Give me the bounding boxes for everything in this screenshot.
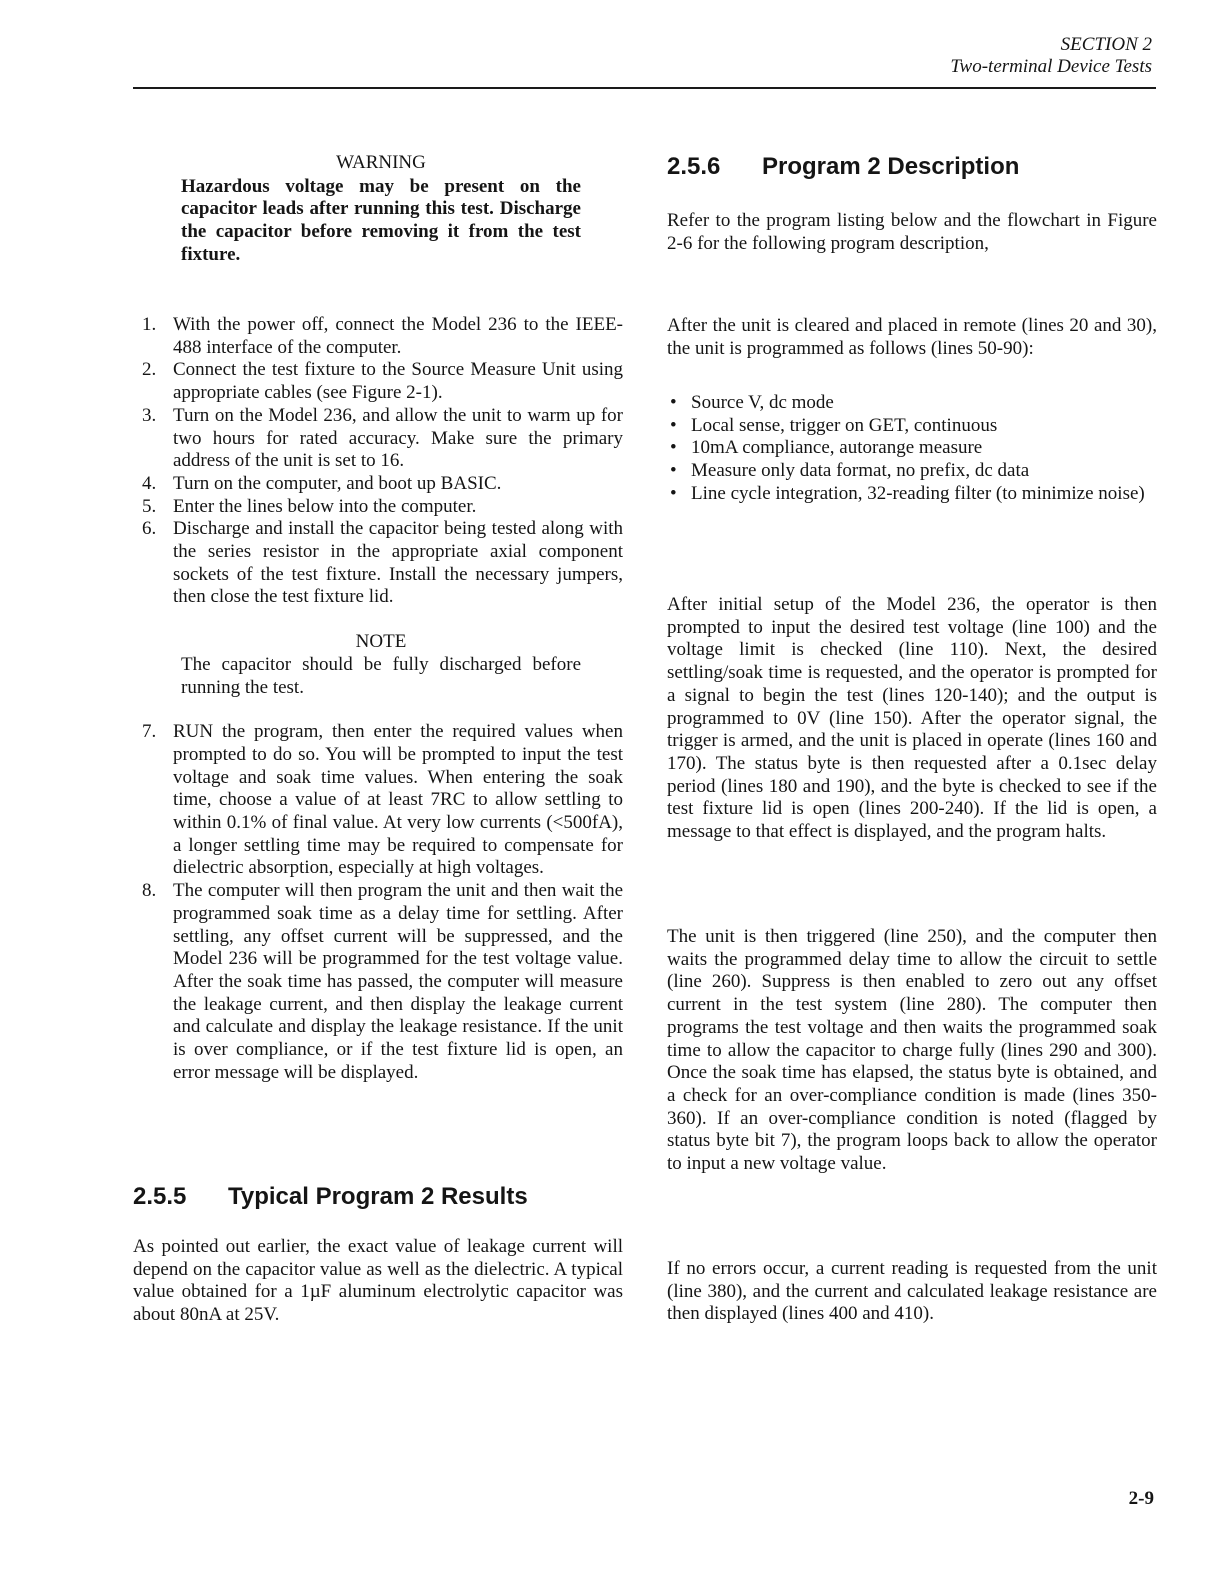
setup-bullets [667, 392, 1157, 506]
results-paragraph: As pointed out earlier, the exact value of leakage current will depend on the capacitor value as well as the dielectric. A typical value obtained for a 1µF aluminum electrolytic capacitor was about 80nA at 25V. [133, 1236, 623, 1326]
header-rule [133, 87, 1156, 89]
steps-list-b [133, 721, 623, 1084]
list-item: 7. RUN the program, then enter the required values when prompted to do so. You will be prompted to input the test voltage and soak time values. When entering the soak time, choose a value of at least 7RC to allow settling to within 0.1% of final value. At very low currents (<500fA), a longer settling time may be required to compensate for dielectric absorption, especially at high voltages. [142, 721, 623, 879]
list-item: 8. The computer will then program the unit and then wait the programmed soak time as a delay time for settling. After settling, any offset current will be suppressed, and the Model 236 will be programmed for the test voltage value. After the soak time has passed, the computer will measure the leakage current, and then display the leakage current and calculate and display the leakage resistance. If the unit is over compliance, or if the test fixture lid is open, an error message will be displayed. [142, 880, 623, 1083]
section-subtitle: Two-terminal Device Tests [950, 56, 1152, 77]
heading-2-5-5: 2.5.5 Typical Program 2 Results [133, 1183, 528, 1210]
warning-title: WARNING [336, 152, 426, 173]
list-item: 3. Turn on the Model 236, and allow the unit to warm up for two hours for rated accuracy. Make sure the primary address of the unit is set to 16. [142, 404, 623, 472]
list-item: • Local sense, trigger on GET, continuous [667, 415, 1157, 438]
note-text: The capacitor should be fully discharged before running the test. [181, 653, 581, 698]
list-item: 2. Connect the test fixture to the Source Measure Unit using appropriate cables (see Figure 2-1). [142, 359, 623, 404]
list-item: 5. Enter the lines below into the computer. [142, 495, 477, 517]
warning-box [181, 152, 581, 267]
note-title: NOTE [355, 631, 407, 653]
list-item: 6. Discharge and install the capacitor being tested along with the series resistor in the appropriate axial component sockets of the test fixture. Install the necessary jumpers, then close the test fixture lid. [142, 518, 623, 608]
section-label: SECTION 2 [1060, 34, 1152, 55]
list-item: • 10mA compliance, autorange measure [667, 437, 1157, 460]
description-para-4: If no errors occur, a current reading is requested from the unit (line 380), and the current and calculated leakage resistance are then displayed (lines 400 and 410). [667, 1258, 1157, 1325]
warning-text: Hazardous voltage may be present on the capacitor leads after running this test. Discharge the capacitor before removing it from the test fixture. [181, 175, 581, 265]
heading-2-5-6: 2.5.6 Program 2 Description [667, 153, 1020, 180]
page-number: 2-9 [1128, 1488, 1154, 1509]
note-box [181, 631, 581, 699]
description-intro: Refer to the program listing below and the flowchart in Figure 2-6 for the following program description, [667, 210, 1157, 254]
list-item: 1. With the power off, connect the Model 236 to the IEEE-488 interface of the computer. [142, 314, 623, 358]
list-item: 4. Turn on the computer, and boot up BASIC. [142, 472, 502, 494]
running-header [950, 34, 1152, 78]
description-para-3: The unit is then triggered (line 250), and the computer then waits the programmed delay time to allow the circuit to settle (line 260). Suppress is then enabled to zero out any offset current in the test system (line 280). The computer then programs the test voltage and then waits the programmed soak time to allow the capacitor to charge fully (lines 290 and 300). Once the soak time has elapsed, the status byte is obtained, and a check for an over-compliance condition is made (lines 350-360). If an over-compliance condition is noted (flagged by status byte bit 7), the program loops back to allow the operator to input a new voltage value. [667, 926, 1157, 1175]
description-para-1: After the unit is cleared and placed in remote (lines 20 and 30), the unit is programmed as follows (lines 50-90): [667, 315, 1157, 359]
list-item: • Measure only data format, no prefix, dc data [667, 460, 1157, 483]
list-item: • Line cycle integration, 32-reading filter (to minimize noise) [667, 483, 1157, 506]
description-para-2: After initial setup of the Model 236, the operator is then prompted to input the desired test voltage (line 100) and the voltage limit is checked (line 110). Next, the desired settling/soak time is requested, and the operator is prompted for a signal to begin the test (lines 120-140); and the output is programmed to 0V (line 150). After the operator signal, the trigger is armed, and the unit is placed in operate (lines 160 and 170). The status byte is then requested after a 0.1sec delay period (lines 180 and 190), and the byte is checked to see if the test fixture lid is open (lines 200-240). If the lid is open, a message to that effect is displayed, and the program halts. [667, 594, 1157, 843]
steps-list-a [133, 314, 623, 609]
list-item: • Source V, dc mode [667, 392, 1157, 415]
procedure-steps [133, 314, 623, 1085]
